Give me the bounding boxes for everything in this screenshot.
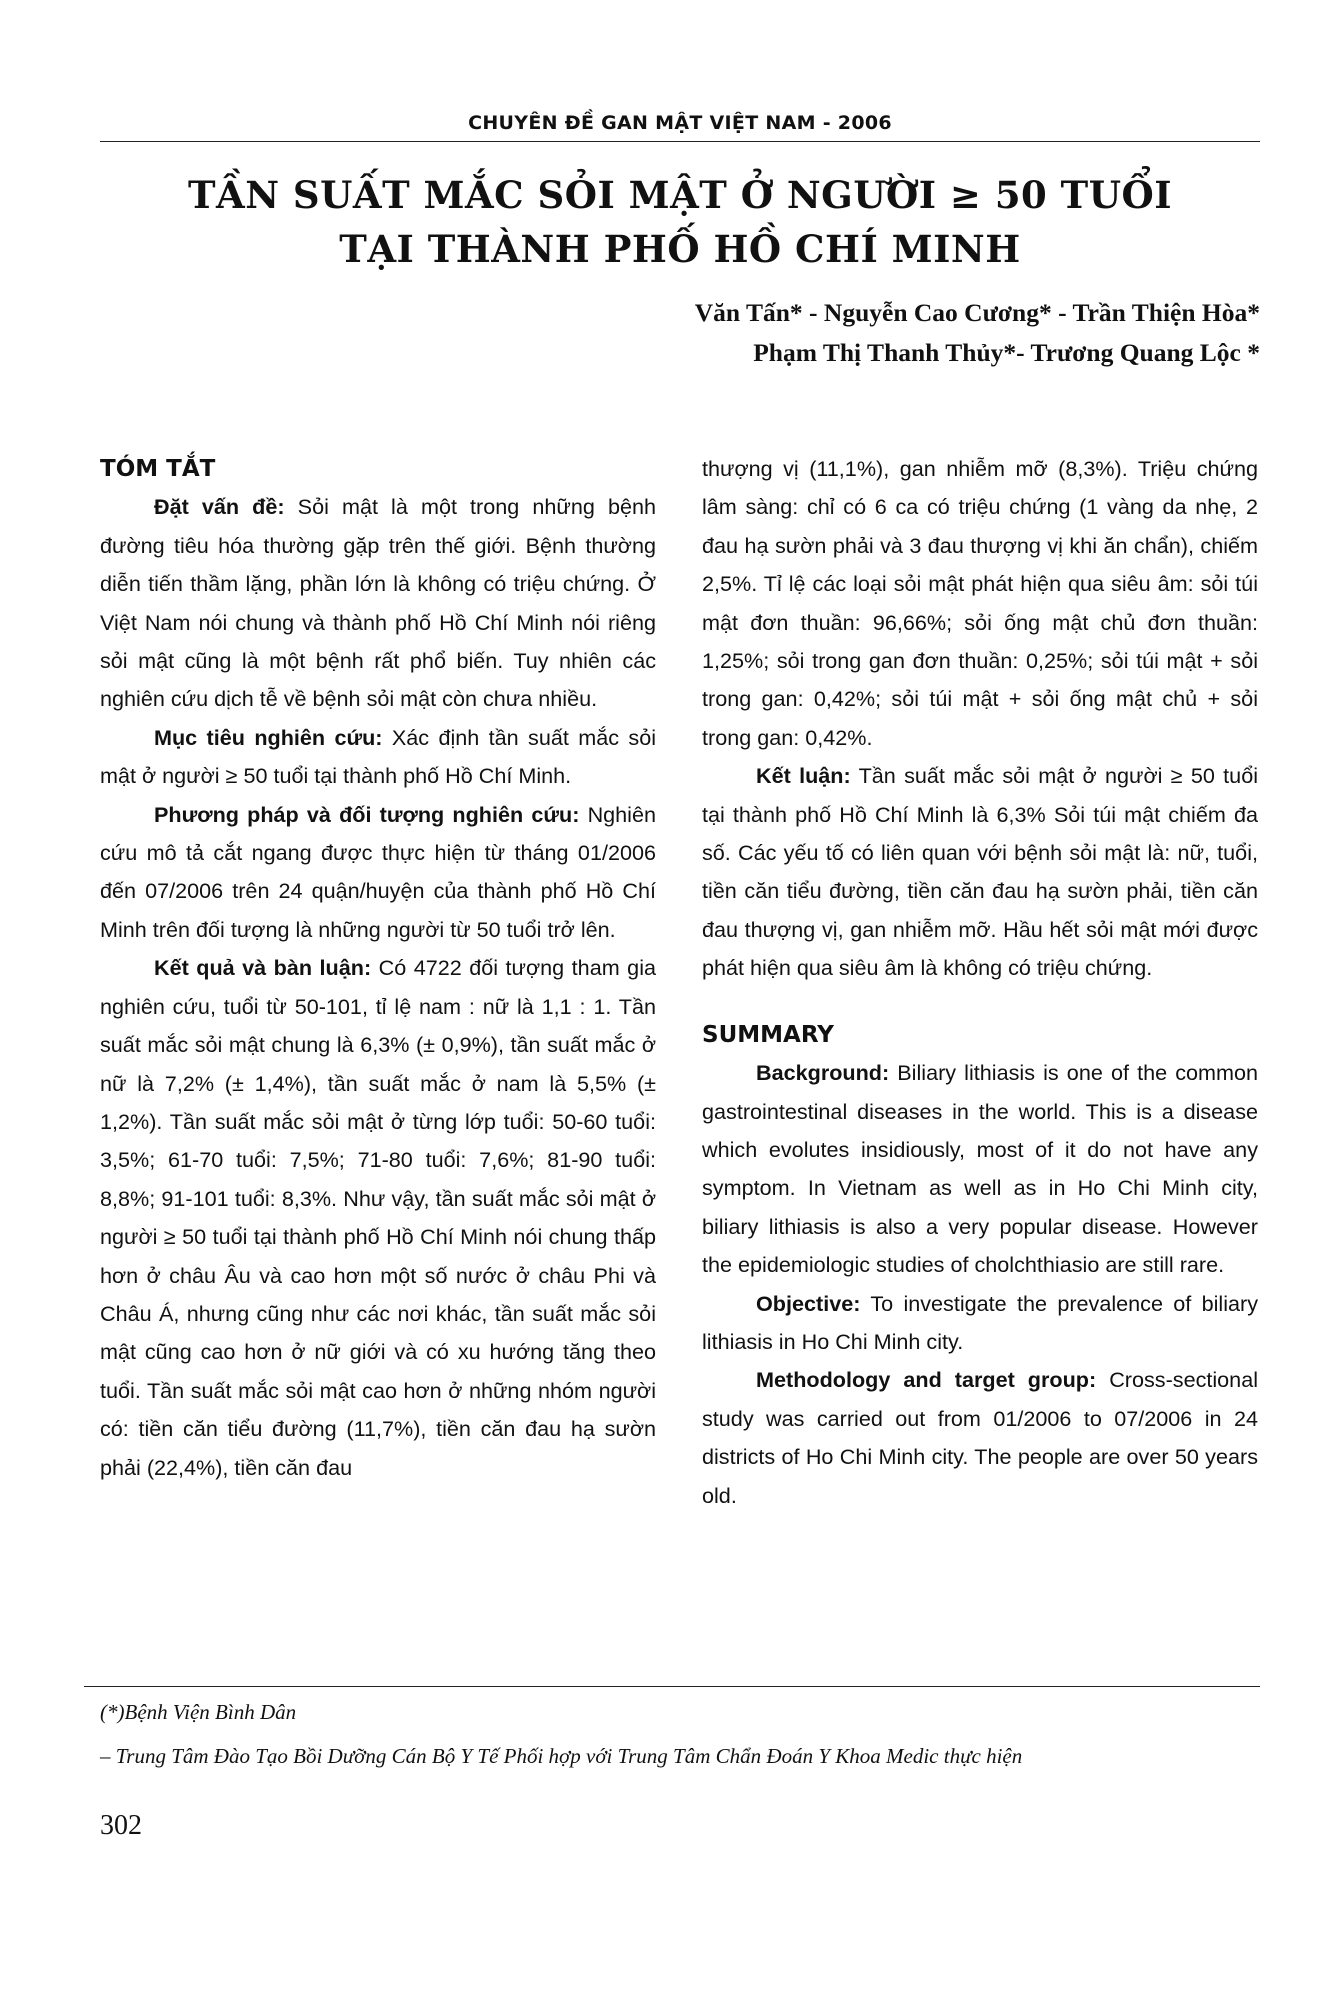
authors-line-1: Văn Tấn* - Nguyễn Cao Cương* - Trần Thiện Hòa* xyxy=(694,298,1260,327)
vi-objective-paragraph xyxy=(100,719,656,796)
vi-results-continued: thượng vị (11,1%), gan nhiễm mỡ (8,3%). Triệu chứng lâm sàng: chỉ có 6 ca có triệu chứng (1 vàng da nhẹ, 2 đau hạ sườn phải và 3 đau thượng vị khi ăn chẩn), chiếm 2,5%. Tỉ lệ các loại sỏi mật phát hiện qua siêu âm: sỏi túi mật đơn thuần: 96,66%; sỏi ống mật chủ đơn thuần: 1,25%; sỏi trong gan đơn thuần: 0,25%; sỏi túi mật + sỏi trong gan: 0,42%; sỏi túi mật + sỏi ống mật chủ + sỏi trong gan: 0,42%. xyxy=(702,456,1258,750)
article-title xyxy=(100,168,1260,276)
footnote-affiliation: (*)Bệnh Viện Bình Dân xyxy=(100,1700,297,1724)
vi-methods-lead: Phương pháp và đối tượng nghiên cứu: xyxy=(154,801,580,827)
en-objective-text: To investigate the prevalence of biliary lithiasis in Ho Chi Minh city. xyxy=(702,1290,1258,1354)
vi-objective-text: Xác định tần suất mắc sỏi mật ở người ≥ 50 tuổi tại thành phố Hồ Chí Minh. xyxy=(100,724,657,789)
vi-methods-paragraph xyxy=(100,796,656,950)
header-rule xyxy=(100,141,1260,142)
en-objective-paragraph xyxy=(702,1285,1258,1362)
vi-conclusion-lead: Kết luận: xyxy=(756,763,851,789)
footnote-note: – Trung Tâm Đào Tạo Bồi Dưỡng Cán Bộ Y Tế Phối hợp với Trung Tâm Chẩn Đoán Y Khoa Medic thực hiện xyxy=(100,1744,1023,1768)
en-background-paragraph xyxy=(702,1054,1258,1284)
vi-results-lead: Kết quả và bàn luận: xyxy=(154,955,372,981)
title-line-1: TẦN SUẤT MẮC SỎI MẬT Ở NGƯỜI ≥ 50 TUỔI xyxy=(187,173,1173,217)
authors-line-2: Phạm Thị Thanh Thủy*- Trương Quang Lộc * xyxy=(753,338,1260,367)
en-objective-lead: Objective: xyxy=(756,1290,861,1316)
vi-abstract-heading: TÓM TẮT xyxy=(100,456,216,482)
page-number: 302 xyxy=(100,1810,142,1841)
vi-conclusion-paragraph xyxy=(702,757,1258,987)
vi-background-text: Sỏi mật là một trong những bệnh đường tiêu hóa thường gặp trên thế giới. Bệnh thường diễn tiến thầm lặng, phần lớn là không có triệu chứng. Ở Việt Nam nói chung và thành phố Hồ Chí Minh nói riêng sỏi mật cũng là một bệnh rất phổ biến. Tuy nhiên các nghiên cứu dịch tễ về bệnh sỏi mật còn chưa nhiều. xyxy=(100,494,656,712)
footnote-rule xyxy=(84,1686,1260,1687)
vi-results-paragraph xyxy=(100,949,656,1487)
title-line-2: TẠI THÀNH PHỐ HỒ CHÍ MINH xyxy=(339,227,1021,271)
left-column xyxy=(100,450,656,1487)
en-methods-paragraph xyxy=(702,1361,1258,1515)
en-summary-heading: SUMMARY xyxy=(702,1021,834,1048)
author-list xyxy=(695,293,1260,373)
en-methods-lead: Methodology and target group: xyxy=(756,1367,1097,1393)
vi-background-paragraph xyxy=(100,488,656,718)
en-background-text: Biliary lithiasis is one of the common gastrointestinal diseases in the world. This is a disease which evolutes insidiously, most of it do not have any symptom. In Vietnam as well as in Ho Chi Minh city, biliary lithiasis is also a very popular disease. However the epidemiologic studies of cholchthiasio are still rare. xyxy=(702,1060,1258,1278)
running-head: CHUYÊN ĐỀ GAN MẬT VIỆT NAM - 2006 xyxy=(468,112,892,134)
vi-results-text: Có 4722 đối tượng tham gia nghiên cứu, tuổi từ 50-101, tỉ lệ nam : nữ là 1,1 : 1. Tần suất mắc sỏi mật chung là 6,3% (± 0,9%), tần suất mắc ở nữ là 7,2% (± 1,4%), tần suất mắc ở nam là 5,5% (± 1,2%). Tần suất mắc sỏi mật ở từng lớp tuổi: 50-60 tuổi: 3,5%; 61-70 tuổi: 7,5%; 71-80 tuổi: 7,6%; 81-90 tuổi: 8,8%; 91-101 tuổi: 8,3%. Như vậy, tần suất mắc sỏi mật ở người ≥ 50 tuổi tại thành phố Hồ Chí Minh nói chung thấp hơn ở châu Âu và cao hơn một số nước ở châu Phi và Châu Á, nhưng cũng như các nơi khác, tần suất mắc sỏi mật cũng cao hơn ở nữ giới và có xu hướng tăng theo tuổi. Tần suất mắc sỏi mật cao hơn ở những nhóm người có: tiền căn tiểu đường (11,7%), tiền căn đau hạ sườn phải (22,4%), tiền căn đau xyxy=(100,955,656,1480)
vi-background-lead: Đặt vấn đề: xyxy=(154,494,285,520)
vi-conclusion-text: Tần suất mắc sỏi mật ở người ≥ 50 tuổi tại thành phố Hồ Chí Minh là 6,3% Sỏi túi mật chiếm đa số. Các yếu tố có liên quan với bệnh sỏi mật là: nữ, tuổi, tiền căn tiểu đường, tiền căn đau hạ sườn phải, tiền căn đau thượng vị, gan nhiễm mỡ. Hầu hết sỏi mật mới được phát hiện qua siêu âm là không có triệu chứng. xyxy=(702,763,1259,981)
vi-objective-lead: Mục tiêu nghiên cứu: xyxy=(154,724,383,750)
right-column xyxy=(702,450,1258,1515)
en-background-lead: Background: xyxy=(756,1060,890,1086)
vi-methods-text: Nghiên cứu mô tả cắt ngang được thực hiện từ tháng 01/2006 đến 07/2006 trên 24 quận/huyện của thành phố Hồ Chí Minh trên đối tượng là những người từ 50 tuổi trở lên. xyxy=(100,801,657,942)
en-methods-text: Cross-sectional study was carried out from 01/2006 to 07/2006 in 24 districts of Ho Chi Minh city. The people are over 50 years old. xyxy=(702,1367,1259,1508)
